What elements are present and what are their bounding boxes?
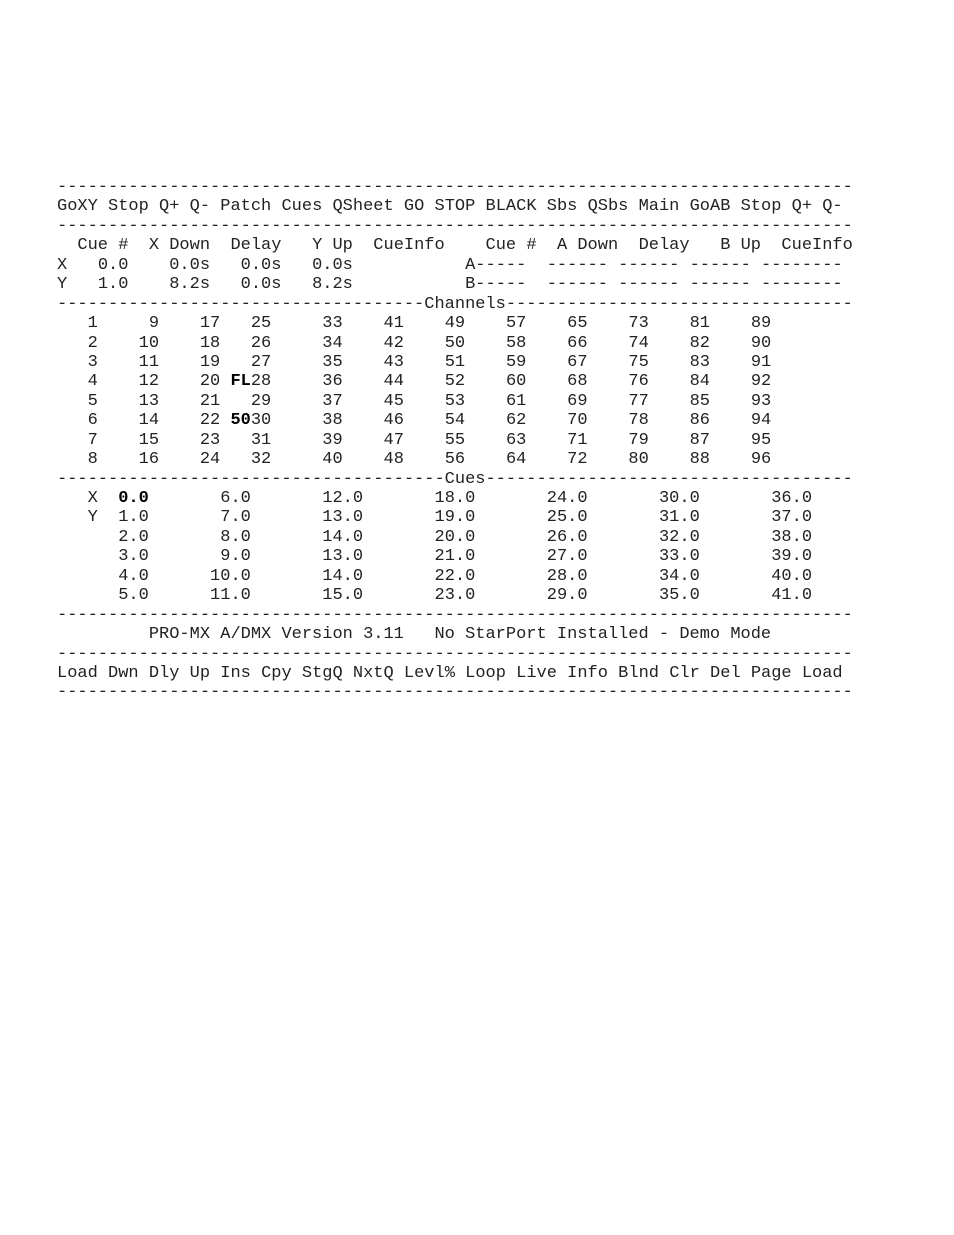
- a-down-header: A Down: [556, 236, 619, 256]
- cue-header-row: [57, 236, 853, 255]
- cue-number[interactable]: 34.0: [658, 566, 700, 586]
- channel-number[interactable]: 23: [199, 430, 221, 450]
- channel-number[interactable]: 19: [199, 352, 221, 372]
- cue-number[interactable]: 3.0: [118, 547, 149, 567]
- channel-number[interactable]: 14: [138, 411, 160, 431]
- x-down-time[interactable]: 0.0s: [169, 255, 211, 275]
- cue-number[interactable]: 23.0: [434, 586, 476, 606]
- bottom-key-ins[interactable]: Ins: [220, 663, 251, 683]
- b-up-header: B Up: [720, 236, 762, 256]
- cue-number[interactable]: 41.0: [771, 586, 813, 606]
- bottom-key-up[interactable]: Up: [189, 663, 211, 683]
- channel-number[interactable]: 49: [444, 314, 466, 334]
- left-cueinfo-header: CueInfo: [373, 236, 445, 256]
- channel-number[interactable]: 11: [138, 352, 160, 372]
- channel-number[interactable]: 86: [689, 411, 710, 431]
- top-key-qsheet[interactable]: QSheet: [332, 197, 394, 217]
- channel-number[interactable]: 95: [750, 430, 772, 450]
- x-delay-time[interactable]: 0.0s: [240, 255, 282, 275]
- rule-bottom: ------------------------------------------------------------------------------: [57, 683, 853, 703]
- bottom-key-live[interactable]: Live: [516, 663, 557, 683]
- status-line: [57, 625, 853, 644]
- channel-number[interactable]: 68: [567, 372, 588, 392]
- channel-number[interactable]: 5: [87, 391, 98, 411]
- channel-number[interactable]: 40: [322, 450, 343, 470]
- channel-number[interactable]: 67: [567, 352, 588, 372]
- bottom-key-info[interactable]: Info: [567, 663, 608, 683]
- cue-number[interactable]: 4.0: [118, 566, 149, 586]
- channel-row: [57, 314, 853, 333]
- cue-number[interactable]: 10.0: [210, 566, 251, 586]
- top-key-black[interactable]: BLACK: [485, 197, 537, 217]
- cue-row: [57, 508, 853, 527]
- left-delay-header: Delay: [230, 236, 282, 256]
- cue-number[interactable]: 0.0: [118, 489, 149, 508]
- channel-number[interactable]: 46: [383, 411, 404, 431]
- bottom-key-nxtq[interactable]: NxtQ: [352, 663, 394, 683]
- cue-number[interactable]: 24.0: [546, 489, 588, 508]
- channel-number[interactable]: 8: [87, 450, 98, 470]
- cue-number[interactable]: 25.0: [546, 508, 588, 528]
- cue-number[interactable]: 12.0: [322, 489, 364, 508]
- channel-number[interactable]: 37: [322, 391, 343, 411]
- cue-number[interactable]: 18.0: [434, 489, 476, 508]
- channel-number[interactable]: 38: [322, 411, 343, 431]
- cue-number[interactable]: 30.0: [658, 489, 700, 508]
- cue-number[interactable]: 28.0: [546, 566, 588, 586]
- channel-number[interactable]: 94: [750, 411, 772, 431]
- channel-number[interactable]: 87: [689, 430, 710, 450]
- bottom-key-load[interactable]: Load: [801, 663, 843, 683]
- channel-number[interactable]: 1: [87, 314, 98, 334]
- bottom-key-dwn[interactable]: Dwn: [108, 663, 139, 683]
- channel-number[interactable]: 22: [199, 411, 221, 431]
- channel-number[interactable]: 21: [199, 391, 221, 411]
- bottom-key-cpy[interactable]: Cpy: [261, 663, 292, 683]
- y-up-header: Y Up: [312, 236, 353, 256]
- channel-number[interactable]: 6: [87, 411, 98, 431]
- channel-row: [57, 334, 853, 353]
- cues-section-divider: [57, 470, 853, 489]
- top-key-stop[interactable]: STOP: [434, 197, 476, 217]
- channel-number[interactable]: 66: [567, 333, 588, 353]
- cue-number[interactable]: 13.0: [322, 508, 364, 528]
- channel-level-20: FL: [230, 372, 251, 392]
- top-function-key-bar: [57, 197, 853, 216]
- cue-number[interactable]: 13.0: [322, 547, 364, 567]
- top-key-q-minus[interactable]: Q-: [822, 197, 843, 217]
- channel-number[interactable]: 61: [505, 391, 527, 411]
- channel-number[interactable]: 16: [138, 450, 160, 470]
- channel-number[interactable]: 77: [628, 391, 649, 411]
- top-key-main[interactable]: Main: [638, 197, 680, 217]
- bottom-key-stgq[interactable]: StgQ: [301, 663, 343, 683]
- rule-under-status: ------------------------------------------------------------------------------: [57, 644, 853, 664]
- channel-number[interactable]: 72: [567, 450, 588, 470]
- right-cueinfo-header: CueInfo: [781, 236, 853, 256]
- channel-number[interactable]: 4: [87, 372, 98, 392]
- channel-number[interactable]: 26: [250, 333, 272, 353]
- bottom-key-del[interactable]: Del: [710, 663, 741, 683]
- channel-number[interactable]: 82: [689, 333, 710, 353]
- channel-number[interactable]: 80: [628, 450, 649, 470]
- channel-number[interactable]: 83: [689, 352, 710, 372]
- cue-number[interactable]: 15.0: [322, 586, 364, 606]
- channel-number[interactable]: 34: [322, 333, 343, 353]
- channel-number[interactable]: 27: [250, 352, 272, 372]
- channel-grid: [57, 314, 853, 470]
- right-delay-header: Delay: [638, 236, 690, 256]
- b-down-time[interactable]: ------: [546, 275, 608, 295]
- rule-top: ------------------------------------------------------------------------------: [57, 178, 853, 197]
- x-label: X: [57, 255, 68, 275]
- channel-number[interactable]: 51: [444, 352, 466, 372]
- divider-dashes-left: ------------------------------------: [57, 294, 425, 314]
- channel-number[interactable]: 84: [689, 372, 710, 392]
- cue-list: [57, 489, 853, 606]
- x-down-header: X Down: [148, 236, 211, 256]
- bottom-key-blnd[interactable]: Blnd: [618, 663, 659, 683]
- top-key-stop[interactable]: Stop: [740, 197, 782, 217]
- channel-number[interactable]: 54: [444, 411, 466, 431]
- a-cue-value[interactable]: A-----: [465, 255, 527, 275]
- cue-number[interactable]: 8.0: [220, 527, 251, 547]
- channel-number[interactable]: 92: [750, 372, 772, 392]
- cue-number[interactable]: 22.0: [434, 566, 476, 586]
- top-key-q-minus[interactable]: Q-: [189, 197, 211, 217]
- channel-number[interactable]: 89: [750, 314, 772, 334]
- channel-number[interactable]: 71: [567, 430, 588, 450]
- cue-row: [57, 567, 853, 586]
- cue-number[interactable]: 39.0: [771, 547, 813, 567]
- channel-number[interactable]: 58: [505, 333, 527, 353]
- channel-number[interactable]: 25: [250, 314, 272, 334]
- channel-number[interactable]: 24: [199, 450, 221, 470]
- channel-number[interactable]: 53: [444, 391, 466, 411]
- channel-row: [57, 411, 853, 430]
- channel-number[interactable]: 62: [505, 411, 527, 431]
- bottom-key-clr[interactable]: Clr: [669, 663, 700, 683]
- channel-number[interactable]: 55: [444, 430, 466, 450]
- top-key-qsbs[interactable]: QSbs: [587, 197, 629, 217]
- top-key-cues[interactable]: Cues: [281, 197, 323, 217]
- cue-number[interactable]: 20.0: [434, 527, 476, 547]
- x-cue-value[interactable]: 0.0: [97, 255, 129, 275]
- channel-number[interactable]: 91: [750, 352, 772, 372]
- x-up-time[interactable]: 0.0s: [312, 255, 353, 275]
- channel-number[interactable]: 85: [689, 391, 710, 411]
- channel-level-22: 50: [230, 411, 251, 431]
- b-cueinfo: --------: [761, 275, 843, 295]
- channel-number[interactable]: 50: [444, 333, 466, 353]
- channel-number[interactable]: 78: [628, 411, 649, 431]
- y-delay-time[interactable]: 0.0s: [240, 275, 282, 295]
- bottom-key-load[interactable]: Load: [57, 663, 98, 683]
- channel-number[interactable]: 81: [689, 314, 710, 334]
- y-down-time[interactable]: 8.2s: [169, 275, 211, 295]
- top-key-goab[interactable]: GoAB: [689, 197, 731, 217]
- channel-number[interactable]: 88: [689, 450, 710, 470]
- y-up-time[interactable]: 8.2s: [312, 275, 353, 295]
- cue-row: [57, 586, 853, 605]
- channel-row: [57, 353, 853, 372]
- channel-number[interactable]: 30: [250, 411, 272, 431]
- cue-number[interactable]: 5.0: [118, 586, 149, 606]
- cue-number[interactable]: 14.0: [322, 527, 364, 547]
- channel-number[interactable]: 13: [138, 391, 160, 411]
- cue-number[interactable]: 19.0: [434, 508, 476, 528]
- top-key-q-plus[interactable]: Q+: [791, 197, 813, 217]
- section-title: Cues: [444, 469, 486, 489]
- channel-number[interactable]: 75: [628, 352, 649, 372]
- divider-dashes-left: --------------------------------------: [57, 469, 445, 489]
- channel-number[interactable]: 3: [87, 352, 98, 372]
- a-cueinfo: --------: [761, 255, 843, 275]
- top-key-stop[interactable]: Stop: [108, 197, 149, 217]
- cue-row: [57, 547, 853, 566]
- cue-row: [57, 489, 853, 508]
- console-screen: [57, 178, 853, 703]
- cue-number[interactable]: 37.0: [771, 508, 813, 528]
- cue-number[interactable]: 33.0: [658, 547, 700, 567]
- cue-number[interactable]: 31.0: [658, 508, 700, 528]
- channel-number[interactable]: 28: [250, 372, 272, 392]
- channel-number[interactable]: 31: [250, 430, 272, 450]
- cue-number[interactable]: 36.0: [771, 489, 813, 508]
- cue-number[interactable]: 35.0: [658, 586, 700, 606]
- channel-number[interactable]: 36: [322, 372, 343, 392]
- channel-number[interactable]: 93: [750, 391, 772, 411]
- channel-number[interactable]: 41: [383, 314, 404, 334]
- channel-number[interactable]: 57: [505, 314, 527, 334]
- right-cue-num-header: Cue #: [485, 236, 537, 256]
- channel-number[interactable]: 47: [383, 430, 404, 450]
- cue-number[interactable]: 7.0: [220, 508, 251, 528]
- cue-row: [57, 528, 853, 547]
- b-cue-value[interactable]: B-----: [465, 275, 527, 295]
- channel-number[interactable]: 90: [750, 333, 772, 353]
- top-key-goxy[interactable]: GoXY: [57, 197, 98, 217]
- channel-number[interactable]: 29: [250, 391, 272, 411]
- channel-number[interactable]: 56: [444, 450, 466, 470]
- channel-number[interactable]: 17: [199, 314, 221, 334]
- cue-number[interactable]: 21.0: [434, 547, 476, 567]
- cue-number[interactable]: 26.0: [546, 527, 588, 547]
- channel-row: [57, 450, 853, 469]
- cue-number[interactable]: 29.0: [546, 586, 588, 606]
- top-key-go[interactable]: GO: [403, 197, 425, 217]
- channel-number[interactable]: 96: [750, 450, 772, 470]
- y-label: Y: [57, 275, 68, 295]
- channel-row: [57, 392, 853, 411]
- channel-number[interactable]: 73: [628, 314, 649, 334]
- x-fader-row: [57, 256, 853, 275]
- channel-number[interactable]: 35: [322, 352, 343, 372]
- top-key-patch[interactable]: Patch: [220, 197, 272, 217]
- channel-number[interactable]: 2: [87, 333, 98, 353]
- bottom-key-page[interactable]: Page: [750, 663, 792, 683]
- bottom-key-dly[interactable]: Dly: [148, 663, 180, 683]
- a-delay-time[interactable]: ------: [618, 255, 680, 275]
- cue-number[interactable]: 1.0: [118, 508, 149, 528]
- cue-number[interactable]: 32.0: [658, 527, 700, 547]
- cue-number[interactable]: 38.0: [771, 527, 813, 547]
- channel-number[interactable]: 15: [138, 430, 160, 450]
- a-down-time[interactable]: ------: [546, 255, 608, 275]
- channel-number[interactable]: 10: [138, 333, 160, 353]
- channel-number[interactable]: 7: [87, 430, 98, 450]
- channel-number[interactable]: 74: [628, 333, 649, 353]
- channel-number[interactable]: 32: [250, 450, 272, 470]
- channels-section-divider: [57, 295, 853, 314]
- cue-y-marker: Y: [87, 508, 98, 528]
- divider-dashes-right: ----------------------------------: [505, 294, 853, 314]
- y-cue-value[interactable]: 1.0: [97, 275, 129, 295]
- bottom-key-loop[interactable]: Loop: [465, 663, 506, 683]
- channel-number[interactable]: 44: [383, 372, 404, 392]
- channel-number[interactable]: 60: [505, 372, 527, 392]
- top-key-q-plus[interactable]: Q+: [159, 197, 180, 217]
- channel-number[interactable]: 69: [567, 391, 588, 411]
- rule-under-top-menu: ------------------------------------------------------------------------------: [57, 216, 853, 236]
- section-title: Channels: [424, 294, 506, 314]
- channel-number[interactable]: 79: [628, 430, 649, 450]
- channel-number[interactable]: 39: [322, 430, 343, 450]
- channel-number[interactable]: 33: [322, 314, 343, 334]
- channel-number[interactable]: 52: [444, 372, 466, 392]
- channel-row: [57, 431, 853, 450]
- channel-number[interactable]: 76: [628, 372, 649, 392]
- channel-number[interactable]: 48: [383, 450, 404, 470]
- cue-number[interactable]: 2.0: [118, 527, 149, 547]
- channel-number[interactable]: 20: [199, 372, 221, 392]
- channel-number[interactable]: 64: [505, 450, 527, 470]
- b-delay-time[interactable]: ------: [618, 275, 680, 295]
- left-cue-num-header: Cue #: [77, 236, 129, 256]
- divider-dashes-right: ------------------------------------: [485, 469, 853, 489]
- channel-number[interactable]: 18: [199, 333, 221, 353]
- channel-number[interactable]: 45: [383, 391, 404, 411]
- cue-x-marker: X: [87, 489, 98, 508]
- y-fader-row: [57, 275, 853, 294]
- b-up-time-2[interactable]: ------: [689, 275, 751, 295]
- cue-number[interactable]: 6.0: [220, 489, 251, 508]
- top-key-sbs[interactable]: Sbs: [546, 197, 578, 217]
- channel-number[interactable]: 65: [567, 314, 588, 334]
- b-up-time[interactable]: ------: [689, 255, 751, 275]
- rule-above-status: ------------------------------------------------------------------------------: [57, 605, 853, 625]
- channel-number[interactable]: 42: [383, 333, 404, 353]
- channel-number[interactable]: 63: [505, 430, 527, 450]
- cue-number[interactable]: 40.0: [771, 566, 813, 586]
- status-text: PRO-MX A/DMX Version 3.11 No StarPort Installed - Demo Mode: [148, 625, 772, 645]
- channel-number[interactable]: 70: [567, 411, 588, 431]
- bottom-function-key-bar: [57, 664, 853, 683]
- bottom-key-levl-pct[interactable]: Levl%: [403, 663, 455, 683]
- cue-number[interactable]: 27.0: [546, 547, 588, 567]
- channel-number[interactable]: 12: [138, 372, 160, 392]
- channel-row: [57, 372, 853, 391]
- cue-number[interactable]: 11.0: [210, 586, 251, 606]
- channel-number[interactable]: 43: [383, 352, 404, 372]
- channel-number[interactable]: 59: [505, 352, 527, 372]
- channel-number[interactable]: 9: [148, 314, 160, 334]
- cue-number[interactable]: 9.0: [220, 547, 251, 567]
- cue-number[interactable]: 14.0: [322, 566, 364, 586]
